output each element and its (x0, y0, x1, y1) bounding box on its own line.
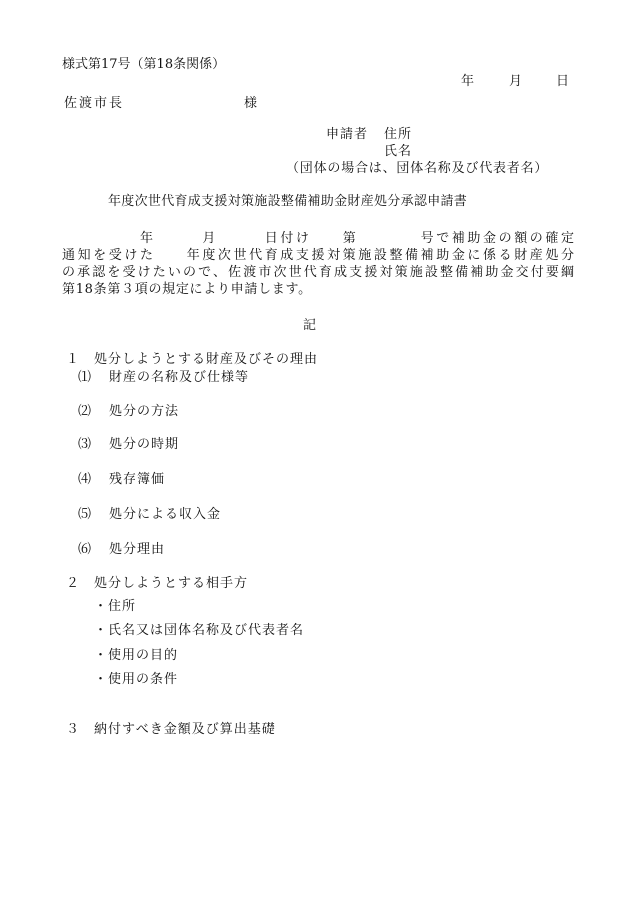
section2-number: ２ (66, 576, 80, 591)
body-line-4: 第18条第３項の規定により申請します。 (62, 282, 312, 297)
section1-title: 処分しようとする財産及びその理由 (94, 352, 319, 367)
applicant-address-label: 住所 (384, 127, 413, 142)
body-line-1: 年 月 日付け 第 号で補助金の額の確定 (140, 231, 574, 246)
section2-item: ・氏名又は団体名称及び代表者名 (94, 623, 305, 638)
applicant-label: 申請者 (326, 127, 369, 142)
section2-title: 処分しようとする相手方 (94, 576, 249, 591)
applicant-name-label: 氏名 (384, 144, 413, 159)
section1-item-num: ⑷ (78, 472, 92, 487)
section1-item-num: ⑶ (78, 437, 92, 452)
form-number: 様式第17号（第18条関係） (62, 57, 226, 72)
section2-item: ・住所 (94, 599, 137, 614)
date-day: 日 (556, 74, 570, 89)
document-title: 年度次世代育成支援対策施設整備補助金財産処分承認申請書 (108, 194, 468, 209)
section1-item-num: ⑸ (78, 507, 92, 522)
date-month: 月 (509, 74, 523, 89)
section1-item-label: 残存簿価 (109, 472, 166, 487)
section2-item: ・使用の目的 (94, 648, 179, 663)
addressee-honorific: 様 (244, 96, 258, 111)
section1-item-label: 財産の名称及び仕様等 (109, 370, 250, 385)
section1-item-label: 処分理由 (109, 542, 166, 557)
section2-item: ・使用の条件 (94, 672, 179, 687)
section1-item-num: ⑵ (78, 404, 92, 419)
addressee: 佐渡市長 (64, 96, 125, 111)
section1-number: １ (66, 352, 80, 367)
section1-item-label: 処分による収入金 (109, 507, 222, 522)
section1-item-num: ⑴ (78, 370, 92, 385)
applicant-group-note: （団体の場合は、団体名称及び代表者名） (286, 161, 549, 176)
body-line-3: の承認を受けたいので、佐渡市次世代育成支援対策施設整備補助金交付要綱 (62, 265, 574, 280)
date-year: 年 (461, 74, 475, 89)
section3-title: 納付すべき金額及び算出基礎 (94, 722, 276, 737)
section1-item-num: ⑹ (78, 542, 92, 557)
ki-heading: 記 (303, 318, 317, 333)
section1-item-label: 処分の時期 (109, 437, 180, 452)
section3-number: ３ (66, 722, 80, 737)
section1-item-label: 処分の方法 (109, 404, 180, 419)
body-line-2: 通知を受けた 年度次世代育成支援対策施設整備補助金に係る財産処分 (62, 248, 574, 263)
